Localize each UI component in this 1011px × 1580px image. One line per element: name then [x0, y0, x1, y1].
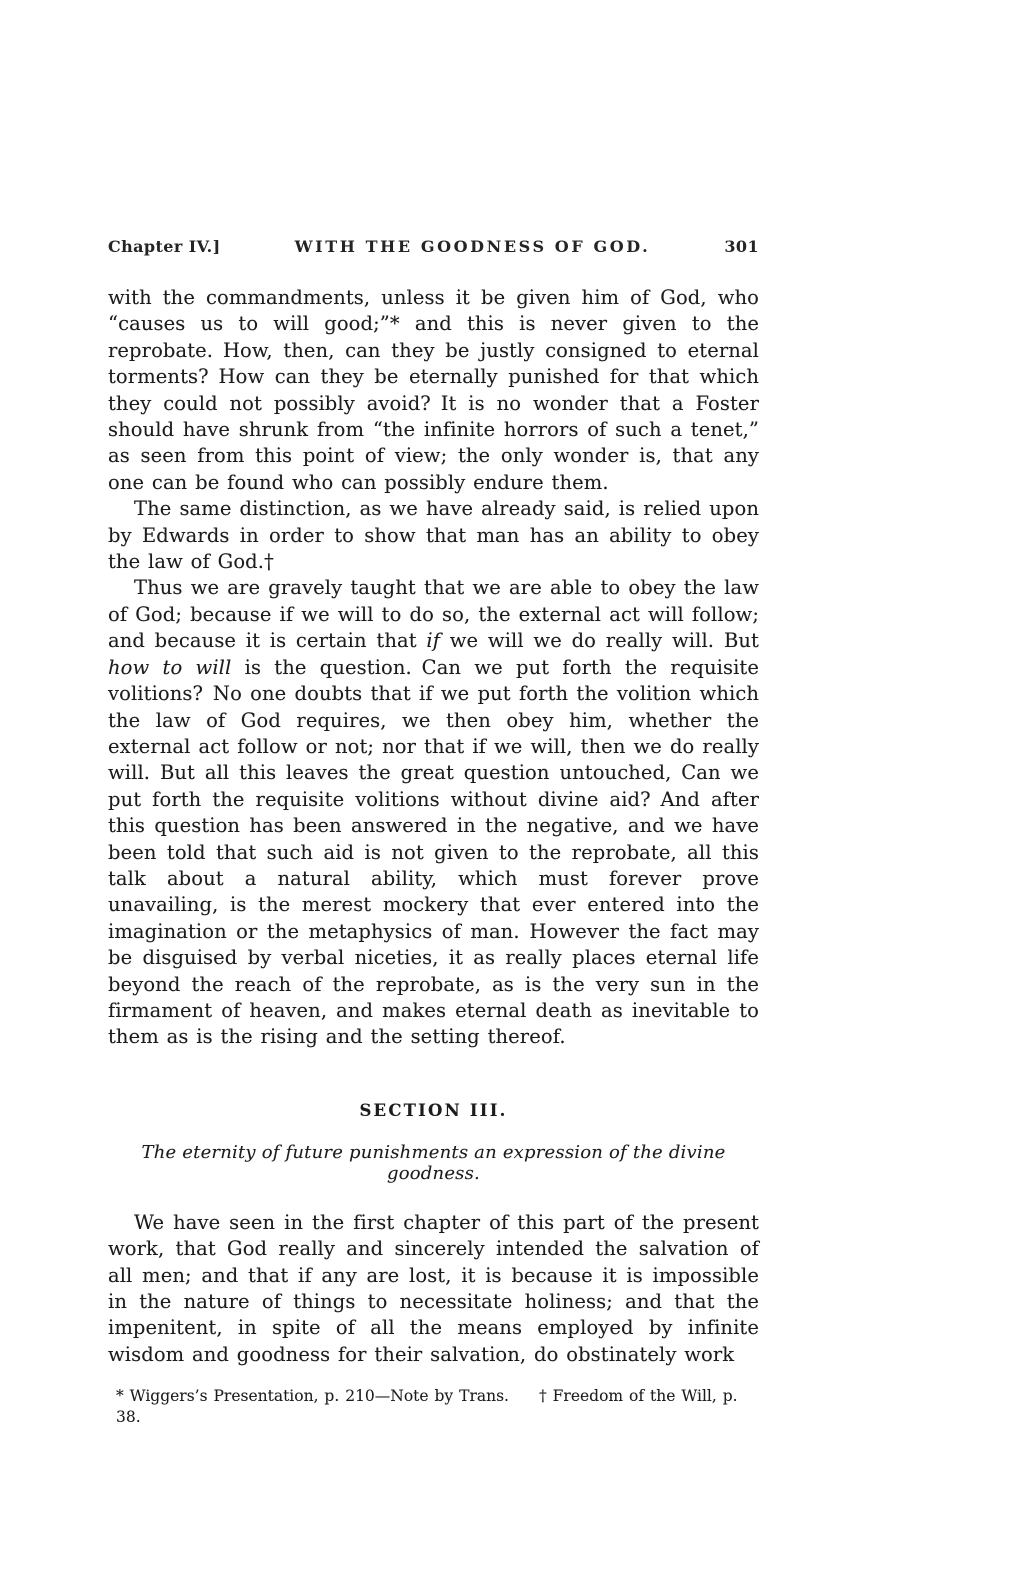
chapter-label: Chapter IV.] — [108, 237, 221, 256]
paragraph — [108, 575, 759, 1050]
text-run: is the question. Can we put forth the requisite volitions? No one doubts that if we put forth the volition which the law of God requires, we then obey him, whether the external act follow or not; nor that if we will, then we do really will. But all this leaves the great question untouched, Can we put forth the requisite volitions without divine aid? And after this question has been answered in the negative, and we have been told that such aid is not given to the reprobate, all this talk about a natural ability, which must forever prove unavailing, is the merest mockery that ever entered into the imagination or the metaphysics of man. However the fact may be disguised by verbal niceties, it as really places eternal life beyond the reach of the reprobate, as is the very sun in the firmament of heaven, and makes eternal death as inevitable to them as is the rising and the setting thereof. — [108, 655, 759, 1049]
footnote-freedom-of-the-will: † Freedom of the Will, p. 38. — [116, 1387, 738, 1427]
footnote-line — [108, 1386, 759, 1428]
paragraph-continued-from-previous-page: with the commandments, unless it be given him of God, who “causes us to will good;”* and this is never given to the reprobate. How, then, can they be justly consigned to eternal torments? How can they be eternally punished for that which they could not possibly avoid? It is no wonder that a Foster should have shrunk from “the infinite horrors of such a tenet,” as seen from this point of view; the only wonder is, that any one can be found who can possibly endure them. — [108, 286, 759, 494]
section-heading: SECTION III. — [359, 1100, 508, 1120]
paragraph: The same distinction, as we have already said, is relied upon by Edwards in order to show that man has an ability to obey the law of God.† — [108, 497, 759, 574]
text-run-italic: how to will — [108, 655, 232, 679]
text-run: Thus we are gravely taught that we are able to obey the law of God; because if we will to do so, the external act will follow; and because it is certain that — [108, 576, 759, 653]
page-header — [108, 237, 759, 256]
text-run: we will we do really will. But — [440, 629, 759, 653]
section-subtitle: The eternity of future punishments an expression of the divine goodness. — [141, 1141, 726, 1184]
text-block — [108, 237, 759, 1428]
running-title: WITH THE GOODNESS OF GOD. — [294, 237, 651, 256]
footnote-wiggers: * Wiggers’s Presentation, p. 210—Note by Trans. — [116, 1387, 509, 1406]
paragraph: We have seen in the first chapter of this part of the present work, that God really and sincerely intended the salvation of all men; and that if any are lost, it is because it is impossible in the nature of things to necessitate holiness; and that the impenitent, in spite of all the means employed by infinite wisdom and goodness for their salvation, do obstinately work — [108, 1210, 759, 1366]
text-run-italic: if — [426, 629, 441, 653]
page-number: 301 — [724, 237, 759, 256]
